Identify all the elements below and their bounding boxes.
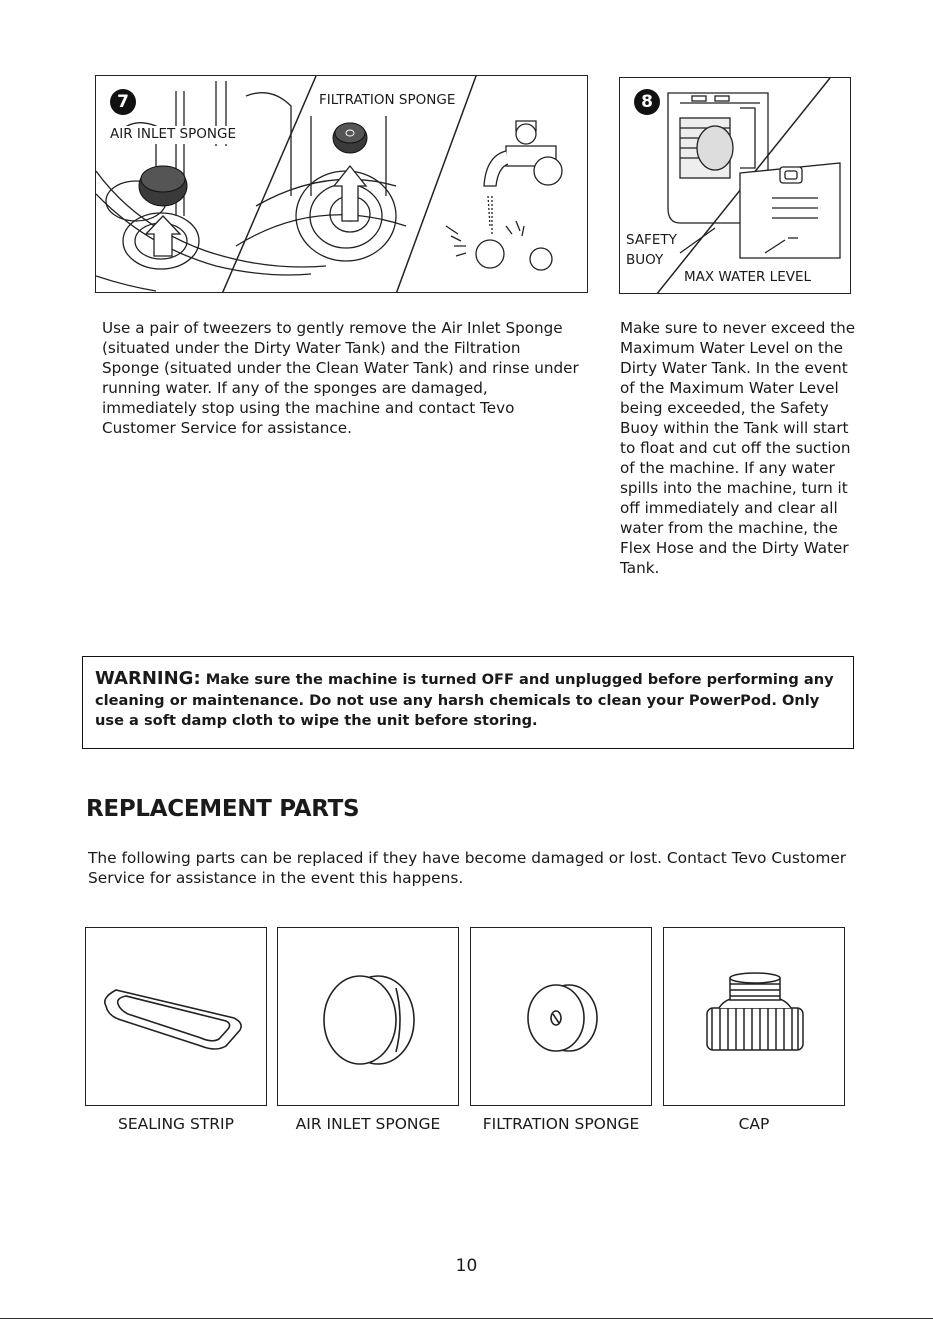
- warning-text: Make sure the machine is turned OFF and unplugged before performing any cleaning or maintenance. Do not use any harsh chemicals to clean your PowerPod. Only use a soft damp cloth to wipe the unit before storing.: [95, 671, 834, 729]
- page-number: 10: [455, 1256, 478, 1276]
- air-inlet-sponge-callout: AIR INLET SPONGE: [106, 126, 240, 144]
- part-label-sealing-strip: SEALING STRIP: [118, 1115, 234, 1133]
- air-inlet-sponge-image: [277, 927, 459, 1106]
- step-7-description: Use a pair of tweezers to gently remove the Air Inlet Sponge (situated under the Dirty Water Tank) and the Filtration Sponge (situated under the Clean Water Tank) and rinse under running water. If any of the sponges are damaged, immediately stop using the machine and contact Tevo Customer Service for assistance.: [102, 319, 579, 437]
- safety-buoy-line2: BUOY: [626, 251, 664, 268]
- step-8-description: Make sure to never exceed the Maximum Water Level on the Dirty Water Tank. In the event of the Maximum Water Level being exceeded, the Safety Buoy within the Tank will start to float and cut off the suction of the machine. If any water spills into the machine, turn it off immediately and clear all water from the machine, the Flex Hose and the Dirty Water Tank.: [620, 319, 856, 577]
- step-number-8: 8: [634, 89, 660, 115]
- replacement-parts-heading: REPLACEMENT PARTS: [86, 796, 360, 822]
- part-label-air-inlet-sponge: AIR INLET SPONGE: [295, 1115, 441, 1133]
- part-label-filtration-sponge: FILTRATION SPONGE: [482, 1115, 640, 1133]
- bottom-rule: [0, 1318, 933, 1319]
- warning-label: WARNING:: [95, 668, 201, 689]
- max-water-level-callout: MAX WATER LEVEL: [684, 269, 812, 285]
- safety-buoy-callout: [626, 233, 677, 268]
- safety-buoy-line1: SAFETY: [626, 232, 677, 248]
- cap-image: [663, 927, 845, 1106]
- part-label-cap: CAP: [738, 1115, 770, 1133]
- filtration-sponge-image: [470, 927, 652, 1106]
- figure-step-7: [95, 75, 588, 293]
- filtration-sponge-callout: FILTRATION SPONGE: [316, 92, 458, 110]
- step-number-7: 7: [110, 89, 136, 115]
- figure-step-8: [619, 77, 851, 294]
- replacement-intro: The following parts can be replaced if they have become damaged or lost. Contact Tevo Customer Service for assistance in the event this happens.: [88, 849, 847, 887]
- warning-box: [82, 656, 854, 749]
- sealing-strip-image: [85, 927, 267, 1106]
